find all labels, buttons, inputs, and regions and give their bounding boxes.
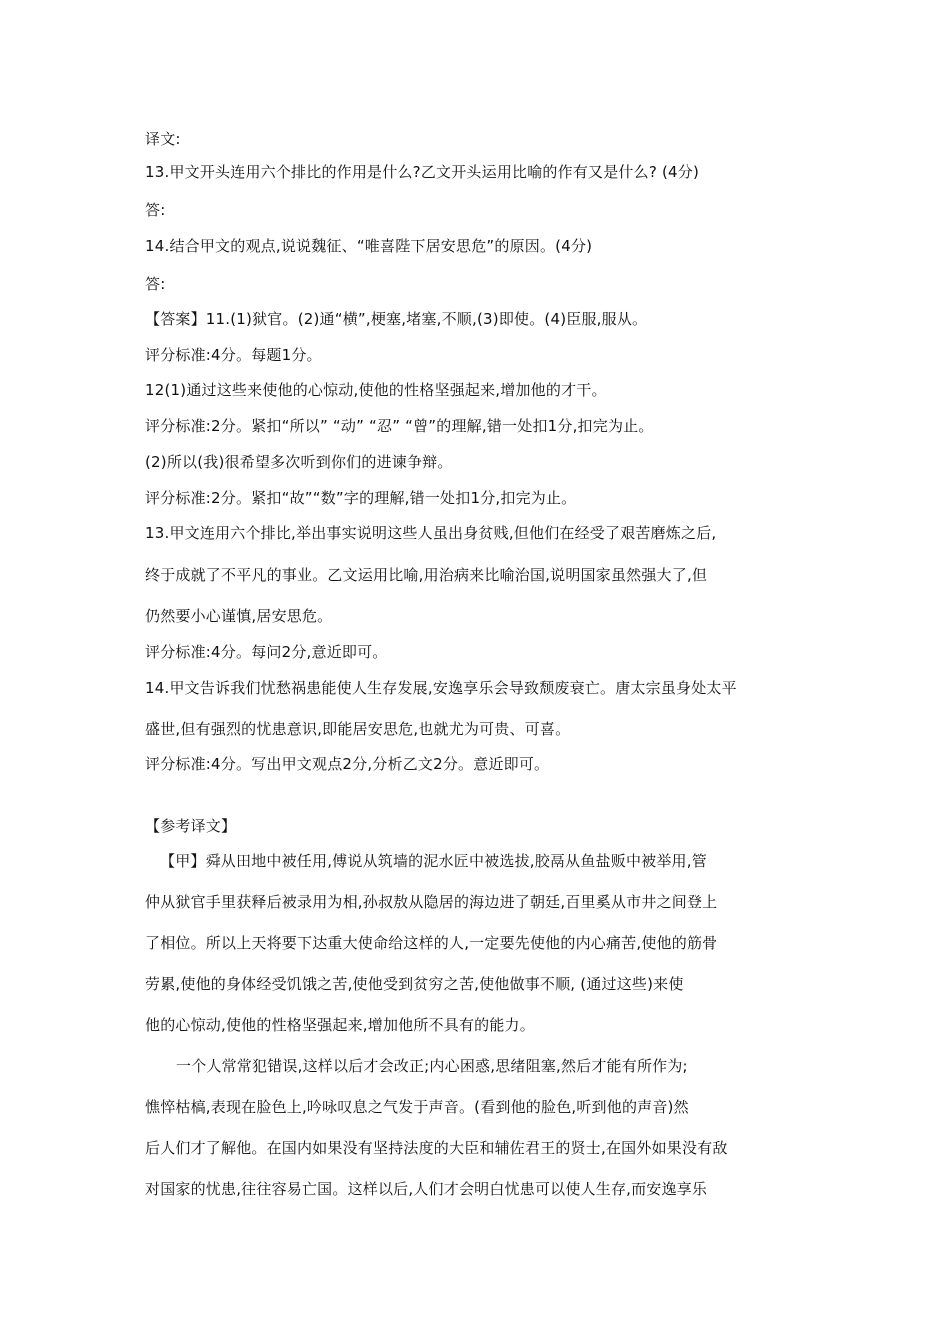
scoring-standard: 评分标准:4分。每问2分,意近即可。 — [145, 643, 388, 661]
translation-paragraph: 一个人常常犯错误,这样以后才会改正;内心困惑,思绪阻塞,然后才能有所作为; — [176, 1057, 688, 1075]
section-heading: 【参考译文】 — [145, 817, 237, 835]
translation-paragraph: 仲从狱官手里获释后被录用为相,孙叔敖从隐居的海边进了朝廷,百里奚从市井之间登上 — [145, 893, 718, 911]
translation-paragraph: 了相位。所以上天将要下达重大使命给这样的人,一定要先使他的内心痛苦,使他的筋骨 — [145, 934, 718, 952]
translation-paragraph: 劳累,使他的身体经受饥饿之苦,使他受到贫穷之苦,使他做事不顺, (通过这些)来使 — [145, 975, 684, 993]
answer-14: 14.甲文告诉我们忧愁祸患能使人生存发展,安逸享乐会导致颓废衰亡。唐太宗虽身处太平 — [145, 679, 737, 697]
scoring-standard: 评分标准:2分。紧扣“故”“数”字的理解,错一处扣1分,扣完为止。 — [145, 489, 577, 507]
answer-13: 仍然要小心谨慎,居安思危。 — [145, 607, 333, 625]
answer-14: 盛世,但有强烈的忧患意识,即能居安思危,也就尤为可贵、可喜。 — [145, 720, 571, 738]
answer-11: 【答案】11.(1)狱官。(2)通“横”,梗塞,堵塞,不顺,(3)即使。(4)臣服,服从。 — [145, 310, 648, 328]
answer-13: 终于成就了不平凡的事业。乙文运用比喻,用治病来比喻治国,说明国家虽然强大了,但 — [145, 566, 708, 584]
translation-paragraph: 后人们才了解他。在国内如果没有坚持法度的大臣和辅佐君王的贤士,在国外如果没有敌 — [145, 1139, 728, 1157]
translation-paragraph: 憔悴枯槁,表现在脸色上,吟咏叹息之气发于声音。(看到他的脸色,听到他的声音)然 — [145, 1098, 689, 1116]
answer-12-1: 12(1)通过这些来使他的心惊动,使他的性格坚强起来,增加他的才干。 — [145, 381, 607, 399]
translation-paragraph: 他的心惊动,使他的性格坚强起来,增加他所不具有的能力。 — [145, 1016, 535, 1034]
text-line: 译文: — [145, 130, 181, 148]
translation-paragraph: 对国家的忧患,往往容易亡国。这样以后,人们才会明白忧患可以使人生存,而安逸享乐 — [145, 1180, 708, 1198]
answer-label: 答: — [145, 275, 166, 293]
question-14: 14.结合甲文的观点,说说魏征、“唯喜陛下居安思危”的原因。(4分) — [145, 237, 593, 255]
translation-paragraph: 【甲】舜从田地中被任用,傅说从筑墙的泥水匠中被选拔,胶鬲从鱼盐贩中被举用,管 — [160, 852, 707, 870]
scoring-standard: 评分标准:2分。紧扣“所以” “动” “忍” “曾”的理解,错一处扣1分,扣完为止。 — [145, 417, 654, 435]
answer-label: 答: — [145, 201, 166, 219]
scoring-standard: 评分标准:4分。写出甲文观点2分,分析乙文2分。意近即可。 — [145, 755, 550, 773]
answer-12-2: (2)所以(我)很希望多次听到你们的进谏争辩。 — [145, 453, 453, 471]
answer-13: 13.甲文连用六个排比,举出事实说明这些人虽出身贫贱,但他们在经受了艰苦磨炼之后, — [145, 524, 717, 542]
question-13: 13.甲文开头连用六个排比的作用是什么?乙文开头运用比喻的作有又是什么? (4分) — [145, 163, 699, 181]
scoring-standard: 评分标准:4分。每题1分。 — [145, 346, 322, 364]
